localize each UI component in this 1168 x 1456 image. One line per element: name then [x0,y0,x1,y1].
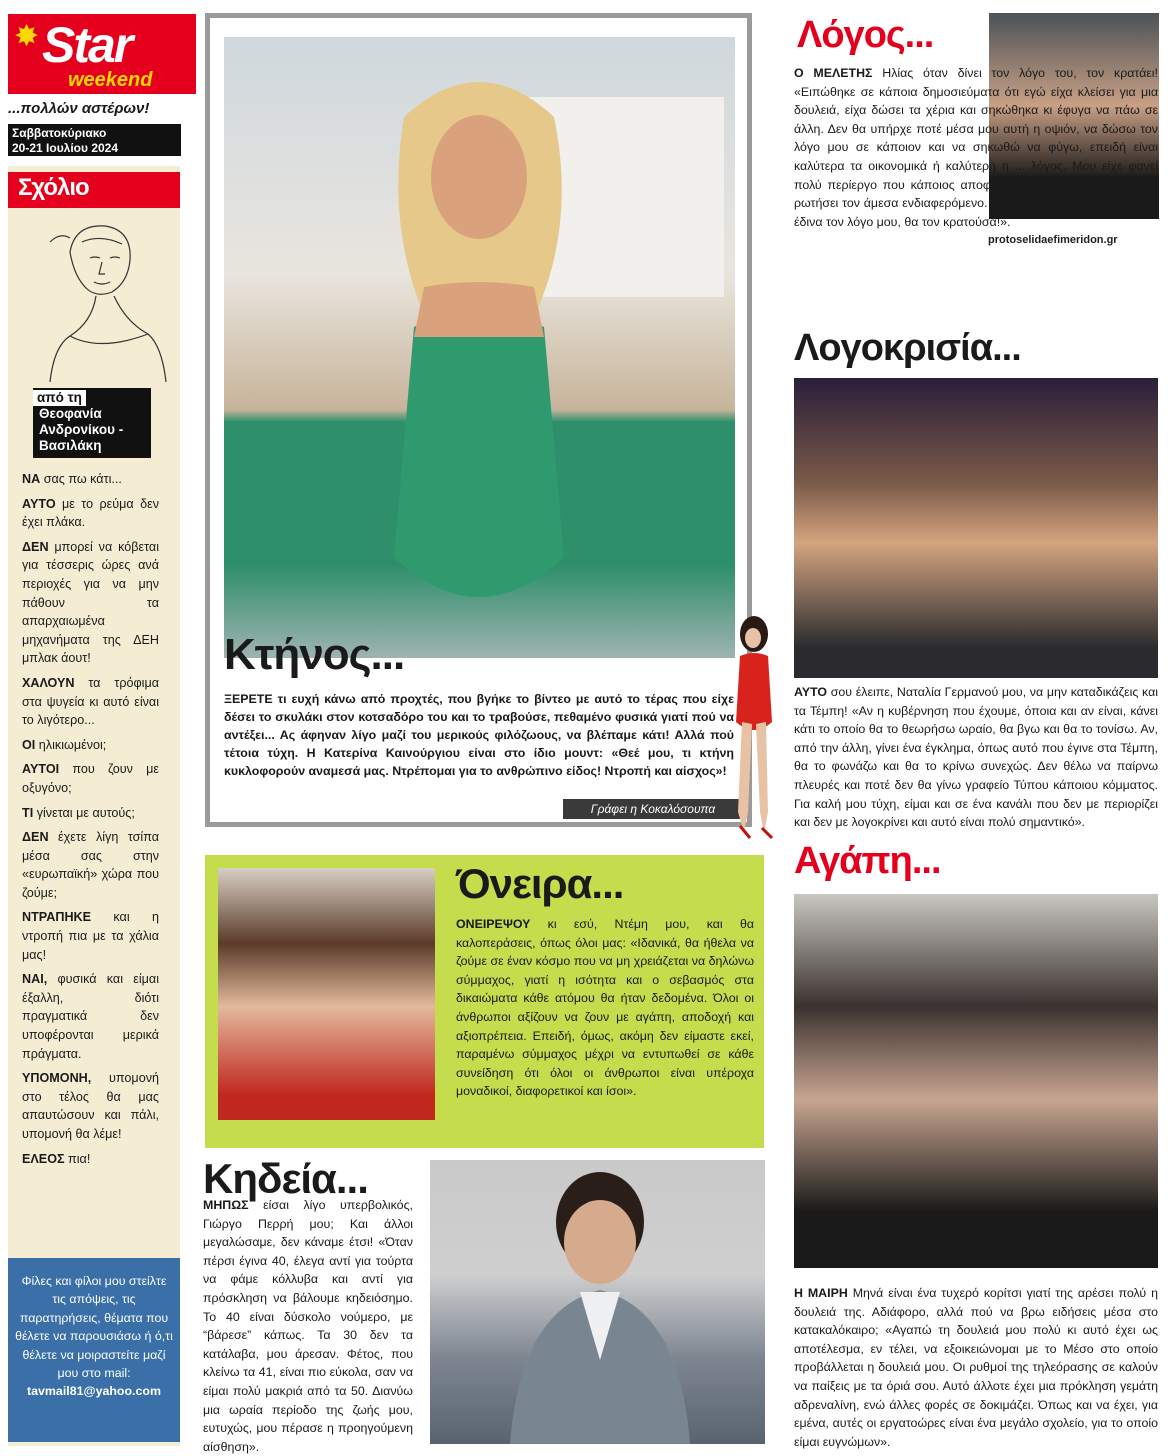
column-body [22,470,159,1174]
author-sketch-portrait [30,212,170,390]
agapi-body [794,1284,1158,1451]
kideia-body [203,1196,413,1456]
kideia-title: Κηδεία... [203,1155,368,1202]
logokrisia-title: Λογοκρισία... [794,327,1021,369]
column-paragraph: ΝΤΡΑΠΗΚΕ και η ντροπή πια με τα χάλια μας! [22,910,159,962]
logokrisia-body [794,683,1158,832]
logos-body [794,64,1158,231]
column-paragraph: ΤΙ γίνεται με αυτούς; [22,805,135,820]
contact-box [8,1258,180,1442]
author-prefix: από τη [33,390,86,406]
watermark: protoselidaefimeridon.gr [988,234,1118,246]
oneira-title: Όνειρα... [456,860,624,907]
column-paragraph: ΝΑΙ, φυσικά και είμαι έξαλλη, διότι πραγματικά δεν υποφέρονται μερικά πράγματα. [22,972,159,1061]
column-paragraph: ΑΥΤΟ με το ρεύμα δεν έχει πλάκα. [22,496,159,530]
feature-photo [224,37,735,658]
author-name: Θεοφανία Ανδρονίκου - Βασιλάκη [39,406,124,453]
star-burst-icon: ✸ [14,20,40,53]
agapi-text: Η ΜΑΙΡΗ Μηνά είναι ένα τυχερό κορίτσι γιατί της αρέσει πολύ η δουλειά της. Αδιάφορο, αλλά πού να βρω ειδήσεις μέσα στο κατακαλόκαιρο; «Αγαπώ τη δουλειά μου πολύ κι αυτό έχει ως αποτέλεσμα, εν τέλει, να εξοικειώνομαι με το Μέσο στο οποίο προβάλλεται η δουλειά μου. Οι ρυθμοί της τηλεόρασης σε καλούν να παίξεις με τα όριά σου. Αυτό άλλοτε έχει μια πρόκληση γεμάτη αδρεναλίνη, ενώ άλλες φορές σε δοκιμάζει. Όπως και να έχει, για εμένα, αυτές οι εργατοώρες είναι ένα μεγάλο σχολείο, για το οποίο είμαι ευγνώμων». [794,1286,1158,1449]
feature-text: ΞΕΡΕΤΕ τι ευχή κάνω από προχτές, που βγήκε το βίντεο με αυτό το τέρας που είχε δέσει το σκυλάκι στον κοτσαδόρο του και το τραβούσε, πεθαμένο φυσικά γιατί πού να αντέξει... Ας άφηναν λίγο μαζί του μερικούς φιλόζωους, να βλέπαμε κάτι! Αλλά πού τέτοια τύχη. Η Κατερίνα Καινούργιου είναι στο ίδιο μουντ: «Θεέ μου, τι κτήνη κυκλοφορούν αναμεσά μας. Ντρέπομαι για το ανθρώπινο είδος! Ντροπή και αίσχος»! [224,692,734,778]
feature-credit: Γράφει η Κοκαλόσουπα [563,799,743,819]
kideia-photo-figure [430,1160,765,1444]
column-paragraph: ΕΛΕΟΣ πια! [22,1151,91,1166]
star-weekend-logo [8,14,196,94]
kideia-text: ΜΗΠΩΣ είσαι λίγο υπερβολικός, Γιώργο Περρή μου; Και άλλοι μεγαλώσαμε, δεν κάναμε έτσι! «Όταν πέρσι έγινα 40, έλεγα αντί για τούρτα να φάμε κόλλυβα και αντί για πρόσκληση να βάλουμε κηδειόσημο. Το 40 είναι δύσκολο νούμερο, με “βάρεσε” κάπως. Τα 30 δεν τα κατάλαβα, μου άρεσαν. Φέτος, που κλείνω τα 41, είναι πιο εύκολα, σαν να είμαι πολύ μακριά από τα 50. Διανύω μια ωραία περίοδο της ζωής μου, ευτυχώς, μου πέρασε η προηγούμενη αίσθηση». [203,1198,413,1454]
column-paragraph: ΔΕΝ έχετε λίγη τσίπα μέσα σας στην «ευρωπαϊκή» χώρα που ζούμε; [22,830,159,900]
column-paragraph: ΥΠΟΜΟΝΗ, υπομονή στο τέλος θα μας απαυτώσουν και πάλι, υπομονή θα λέμε! [22,1071,159,1141]
column-paragraph: ΑΥΤΟΙ που ζουν με οξυγόνο; [22,762,159,795]
feature-body [224,690,734,780]
tagline: ...πολλών αστέρων! [8,100,150,117]
logos-text: Ο ΜΕΛΕΤΗΣ Ηλίας όταν δίνει τον λόγο του, τον κρατάει! «Ειπώθηκε σε κάποια δημοσιεύματα ότι εγώ είχα κλείσει για μια δουλειά, είχα δώσει τα χέρια και σηκώθηκα κι έφυγα να πάω σε άλλη. Δεν θα υπήρχε ποτέ μέσα μου αυτή η οψιόν, να δώσω τον λόγο μου σε κάποιον και να σηκωθώ να φύγω, επειδή είναι καλύτερα τα οικονομικά ή καλύτερη η ... λόγος. Μου είχε φανεί πολύ περίεργο που κάποιος αποφάσισε να το γράψει χωρίς να ρωτήσει τον άμεσα ενδιαφερόμενο. Φυσικά και δεν ισχύει, γιατί αν έδινα τον λόγο μου, θα τον κρατούσα!». [794,66,1159,229]
feature-title: Κτήνος... [224,630,405,679]
column-paragraph: ΔΕΝ μπορεί να κόβεται για τέσσερις ώρες ανά περιοχές για να μην πάθουν τα απαρχαιωμένα μηχανήματα της ΔΕΗ μπλακ άουτ! [22,539,159,666]
kideia-photo [430,1160,765,1444]
agapi-photo [794,894,1158,1268]
column-header: Σχόλιο [8,172,180,208]
issue-date-line1: Σαββατοκύριακο [12,126,107,140]
issue-date [8,124,181,156]
column-author [33,388,151,458]
contact-text: Φίλες και φίλοι μου στείλτε τις απόψεις, τις παρατηρήσεις, θέματα που θέλετε να παρουσιάσω ή ό,τι θέλετε να μοιραστείτε μαζί μου στο mail: [15,1274,173,1381]
contact-email-link[interactable]: tavmail81@yahoo.com [27,1384,161,1399]
logokrisia-photo [794,378,1158,678]
oneira-body [456,915,754,1101]
column-paragraph: ΝΑ σας πω κάτι... [22,472,122,486]
oneira-text: ΟΝΕΙΡΕΨΟΥ κι εσύ, Ντέμη μου, και θα καλοπεράσεις, όπως όλοι μας: «Ιδανικά, θα ήθελα να ζούμε σε έναν κόσμο που να μη χρειάζεται να δηλώνω σύμμαχος, γιατί η ισότητα και ο σεβασμός στα δικαιώματα κάθε ατόμου θα ήταν δεδομένα. Όλοι οι άνθρωποι αξίζουν να ζουν με αγάπη, αποδοχή και αξιοπρέπεια. Επειδή, όμως, ακόμη δεν είμαστε εκεί, παραμένω σύμμαχος μέχρι να εντυπωθεί σε κάθε συνείδηση ότι όλοι οι άνθρωποι είναι υπέροχα μοναδικοί, διαφορετικοί και ίσοι». [456,917,754,1099]
logo-star-text: Star [42,17,132,73]
oneira-photo [218,868,435,1120]
column-paragraph: ΟΙ ηλικιωμένοι; [22,737,107,752]
agapi-title: Αγάπη... [794,840,941,882]
column-paragraph: ΧΑΛΟΥΝ τα τρόφιμα στα ψυγεία κι αυτό είναι το λιγότερο... [22,675,159,728]
logokrisia-text: ΑΥΤΟ σου έλειπε, Ναταλία Γερμανού μου, να μην καταδικάζεις και τα Τέμπη! «Αν η κυβέρνηση που έχουμε, όποια και αν είναι, κάνει κάτι το οποίο θα το θεωρήσω ωραίο, θα βγω και θα το τονίσω. Αν, από την άλλη, γίνει ένα έγκλημα, όπως αυτό που έγινε στα Τέμπη, θα το φωνάζω και θα το κρίνω συνεχώς. Δεν θέλω να παίρνω πλευρές και ποτέ δεν θα γίνω γραφείο Τύπου κάποιου κόμματος. Για καλή μου τύχη, είμαι και σε ένα κανάλι που δεν με περιορίζει και δεν με λογοκρίνει και αυτό είναι πολύ σημαντικό». [794,685,1158,830]
logo-weekend-text: weekend [68,69,153,91]
cartoon-woman-illustration [728,612,776,840]
issue-date-line2: 20-21 Ιουλίου 2024 [12,141,119,155]
feature-photo-figure [224,37,735,658]
logos-title: Λόγος... [797,14,934,56]
